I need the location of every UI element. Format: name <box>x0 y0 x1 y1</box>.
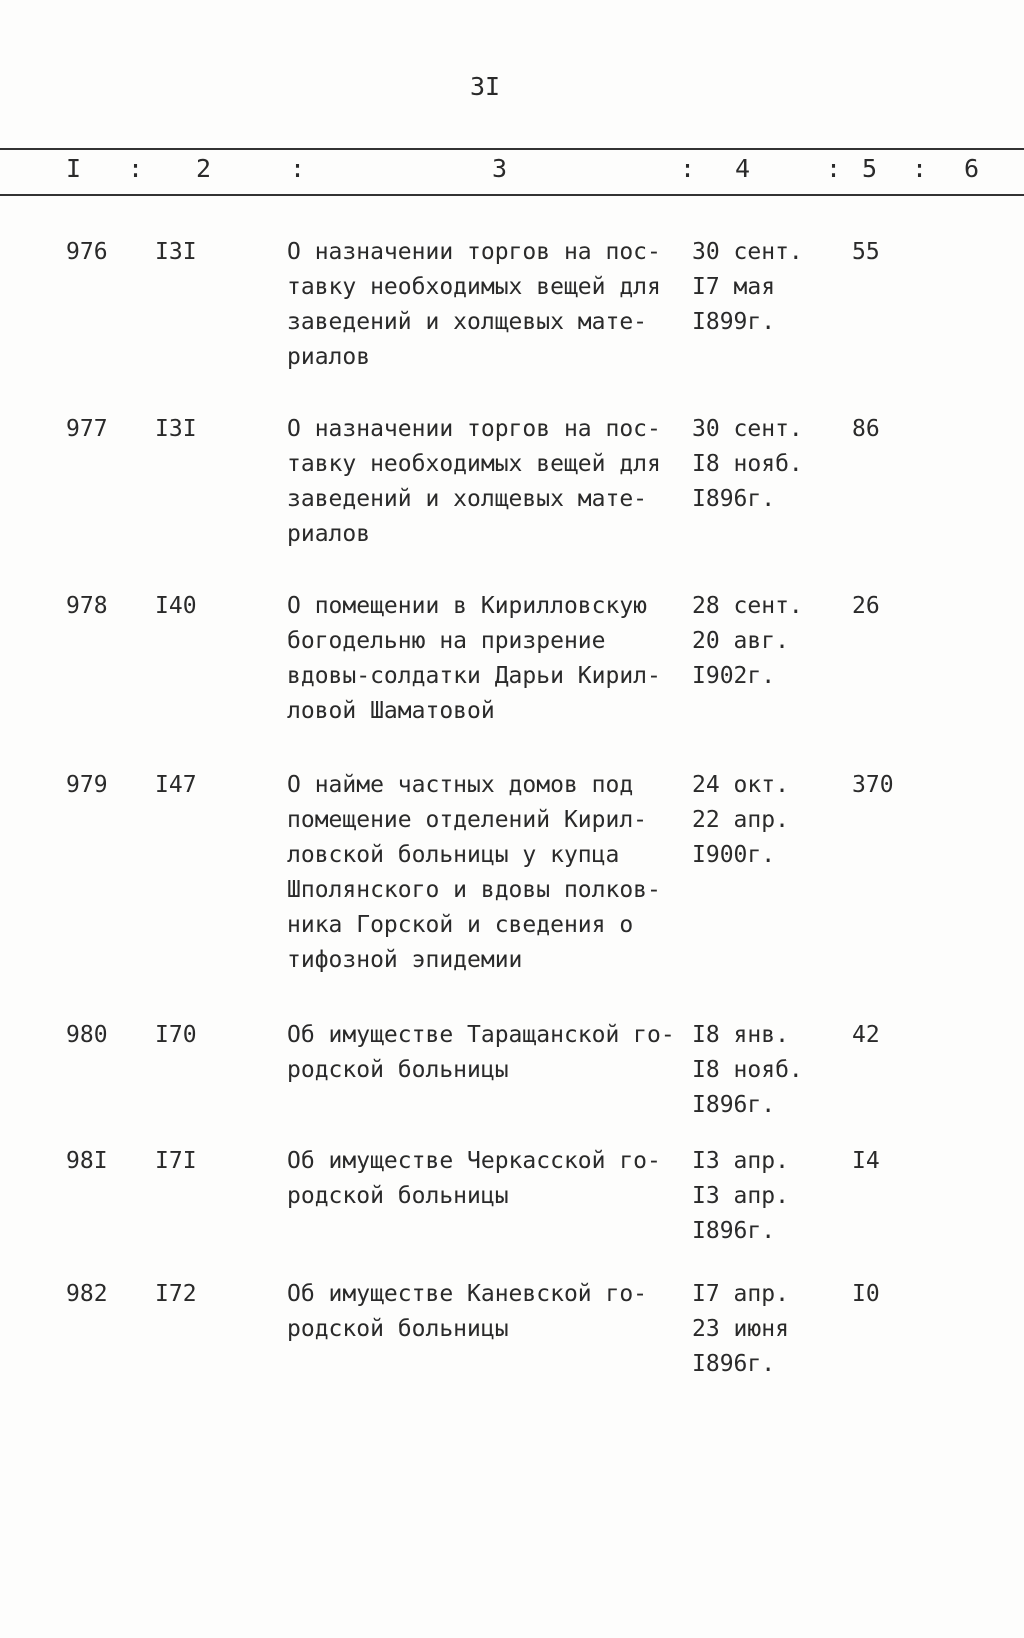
entry-dates <box>692 1277 789 1382</box>
title-line: Об имуществе Каневской го- <box>287 1281 648 1307</box>
sheet-count: 55 <box>852 239 880 265</box>
fund-number: I47 <box>155 772 197 798</box>
fund-number: I40 <box>155 593 197 619</box>
title-line: родской больницы <box>287 1057 509 1083</box>
header-col-2: 2 <box>196 154 212 183</box>
date-line: 23 июня <box>692 1316 789 1342</box>
header-sep: : <box>826 154 842 183</box>
header-sep: : <box>128 154 144 183</box>
page-number: 3I <box>470 72 501 101</box>
date-line: I7 мая <box>692 274 776 300</box>
title-line: Шполянского и вдовы полков- <box>287 877 661 903</box>
sheet-count: I0 <box>852 1281 880 1307</box>
title-line: помещение отделений Кирил- <box>287 807 648 833</box>
title-line: О помещении в Кирилловскую <box>287 593 648 619</box>
title-line: О назначении торгов на пос- <box>287 239 661 265</box>
date-line: I8 нояб. <box>692 451 803 477</box>
header-col-6: 6 <box>964 154 980 183</box>
title-line: вдовы-солдатки Дарьи Кирил- <box>287 663 661 689</box>
date-line: I7 апр. <box>692 1281 789 1307</box>
title-line: ловской больницы у купца <box>287 842 620 868</box>
entry-title <box>287 1018 675 1088</box>
entry-title <box>287 1277 647 1347</box>
date-line: I896г. <box>692 486 776 512</box>
title-line: риалов <box>287 521 371 547</box>
date-line: 20 авг. <box>692 628 789 654</box>
header-sep: : <box>290 154 306 183</box>
title-line: тавку необходимых вещей для <box>287 274 661 300</box>
sheet-count: 370 <box>852 772 894 798</box>
entry-number: 982 <box>66 1281 108 1307</box>
entry-dates <box>692 1144 789 1249</box>
date-line: 24 окт. <box>692 772 789 798</box>
header-col-3: 3 <box>492 154 508 183</box>
sheet-count: 86 <box>852 416 880 442</box>
entry-dates <box>692 412 803 517</box>
title-line: тифозной эпидемии <box>287 947 523 973</box>
date-line: I900г. <box>692 842 776 868</box>
title-line: заведений и холщевых мате- <box>287 309 648 335</box>
entry-title <box>287 1144 661 1214</box>
header-sep: : <box>912 154 928 183</box>
entry-number: 980 <box>66 1022 108 1048</box>
entry-number: 979 <box>66 772 108 798</box>
entry-dates <box>692 1018 803 1123</box>
entry-title <box>287 235 661 375</box>
fund-number: I70 <box>155 1022 197 1048</box>
table-header <box>0 150 1024 190</box>
title-line: О найме частных домов под <box>287 772 634 798</box>
date-line: I899г. <box>692 309 776 335</box>
title-line: тавку необходимых вещей для <box>287 451 661 477</box>
sheet-count: 42 <box>852 1022 880 1048</box>
header-col-5: 5 <box>862 154 878 183</box>
date-line: I8 янв. <box>692 1022 789 1048</box>
entry-number: 978 <box>66 593 108 619</box>
entry-number: 98I <box>66 1148 108 1174</box>
fund-number: I72 <box>155 1281 197 1307</box>
header-sep: : <box>680 154 696 183</box>
date-line: I896г. <box>692 1351 776 1377</box>
sheet-count: I4 <box>852 1148 880 1174</box>
date-line: I896г. <box>692 1218 776 1244</box>
title-line: родской больницы <box>287 1316 509 1342</box>
header-bottom-rule <box>0 194 1024 196</box>
title-line: Об имуществе Черкасской го- <box>287 1148 661 1174</box>
title-line: заведений и холщевых мате- <box>287 486 648 512</box>
entry-number: 977 <box>66 416 108 442</box>
entry-title <box>287 768 661 978</box>
title-line: ловой Шаматовой <box>287 698 495 724</box>
title-line: О назначении торгов на пос- <box>287 416 661 442</box>
entry-title <box>287 589 661 729</box>
entry-title <box>287 412 661 552</box>
date-line: I902г. <box>692 663 776 689</box>
title-line: родской больницы <box>287 1183 509 1209</box>
fund-number: I3I <box>155 239 197 265</box>
date-line: I8 нояб. <box>692 1057 803 1083</box>
entry-dates <box>692 768 789 873</box>
date-line: I3 апр. <box>692 1148 789 1174</box>
date-line: I3 апр. <box>692 1183 789 1209</box>
entry-number: 976 <box>66 239 108 265</box>
title-line: ника Горской и сведения о <box>287 912 634 938</box>
date-line: 22 апр. <box>692 807 789 833</box>
header-col-1: I <box>66 154 82 183</box>
title-line: риалов <box>287 344 371 370</box>
sheet-count: 26 <box>852 593 880 619</box>
entry-dates <box>692 235 803 340</box>
date-line: 30 сент. <box>692 239 803 265</box>
entry-dates <box>692 589 803 694</box>
date-line: I896г. <box>692 1092 776 1118</box>
date-line: 30 сент. <box>692 416 803 442</box>
fund-number: I7I <box>155 1148 197 1174</box>
fund-number: I3I <box>155 416 197 442</box>
header-col-4: 4 <box>735 154 751 183</box>
date-line: 28 сент. <box>692 593 803 619</box>
title-line: Об имуществе Таращанской го- <box>287 1022 675 1048</box>
title-line: богодельню на призрение <box>287 628 606 654</box>
